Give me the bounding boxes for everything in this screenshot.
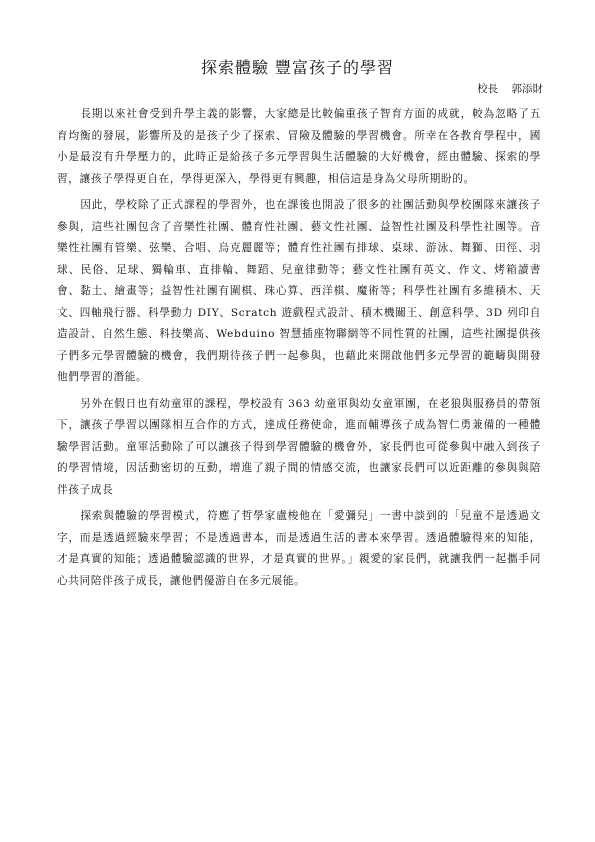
paragraph: 長期以來社會受到升學主義的影響，大家總是比較偏重孩子智育方面的成就，較為忽略了五育均衡的發展，影響所及的是孩子少了探索、冒險及體驗的學習機會。所幸在各教育學程中，國小是最沒有升學壓力的，此時正是給孩子多元學習與生活體驗的大好機會，經由體驗、探索的學習，讓孩子學得更自在，學得更深入，學得更有興趣，相信這是身為父母所期盼的。 — [57, 108, 541, 185]
paragraph: 探索與體驗的學習模式，符應了哲學家盧梭他在「愛彌兒」一書中談到的「兒童不是透過文字，而是透過經驗來學習；不是透過書本，而是透過生活的書本來學習。透過體驗得來的知能，才是真實的知能；透過體驗認識的世界，才是真實的世界。」親愛的家長們，就讓我們一起攜手同心共同陪伴孩子成長，讓他們優游自在多元展能。 — [57, 510, 541, 587]
paragraph: 因此，學校除了正式課程的學習外，也在課後也開設了很多的社團活動與學校團隊來讓孩子參與，這些社團包含了音樂性社團、體育性社團、藝文性社團、益智性社團及科學性社團等。音樂性社團有管樂、弦樂、合唱、烏克麗麗等；體育性社團有排球、桌球、游泳、舞獅、田徑、羽球、民俗、足球、獨輪車、直排輪、舞蹈、兒童律動等；藝文性社團有英文、作文、烤箱讀書會、黏土、繪畫等；益智性社團有圍棋、珠心算、西洋棋、魔術等；科學性社團有多維積木、天文、四軸飛行器、科學動力 DIY、Scratch 遊戲程式設計、積木機關王、創意科學、3D 列印自造設計、自然生態、科技樂高、Webduino 智慧插座物聯網等不同性質的社團，這些社團提供孩子們多元學習體驗的機會，我們期待孩子們一起參與，也藉此來開啟他們多元學習的範疇與開發他們學習的潛能。 — [57, 199, 541, 383]
author-line: 校長 郭添財 — [477, 83, 543, 95]
document-title: 探索體驗 豐富孩子的學習 — [200, 58, 395, 77]
body-text — [57, 104, 541, 597]
paragraph: 另外在假日也有幼童軍的課程，學校設有 363 幼童軍與幼女童軍團，在老狼與服務員的帶領下，讓孩子學習以團隊相互合作的方式，達成任務使命，進而輔導孩子成為智仁勇兼備的一種體驗學習活動。童軍活動除了可以讓孩子得到學習體驗的機會外，家長們也可從參與中融入到孩子的學習情境，因活動密切的互動，增進了親子間的情感交流，也讓家長們可以近距離的參與與陪伴孩子成長 — [57, 397, 541, 496]
